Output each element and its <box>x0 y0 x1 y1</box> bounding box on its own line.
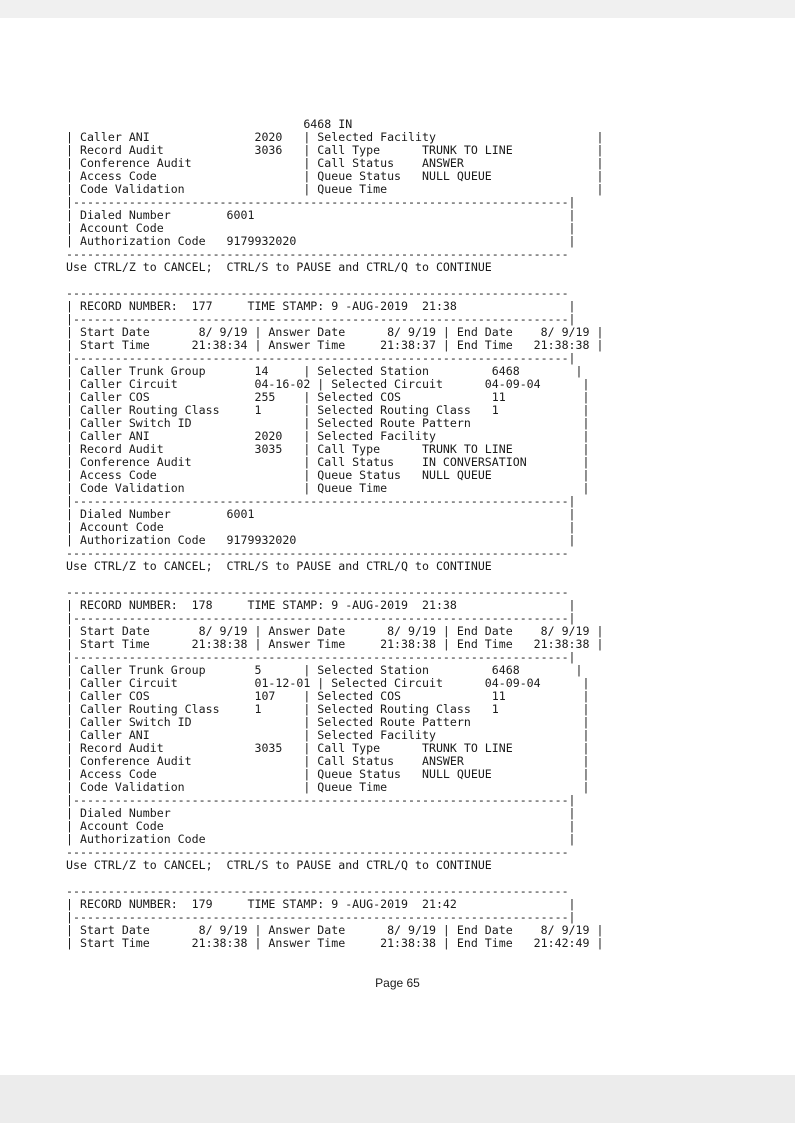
report-line: | Caller Switch ID | Selected Route Pattern | <box>66 416 590 430</box>
report-line: | RECORD NUMBER: 177 TIME STAMP: 9 -AUG-2019 21:38 | <box>66 299 576 313</box>
report-line: | Caller Routing Class 1 | Selected Routing Class 1 | <box>66 403 590 417</box>
report-line: | Caller ANI | Selected Facility | <box>66 728 590 742</box>
report-line: 6468 IN <box>66 117 353 131</box>
report-line: |-----------------------------------------------------------------------| <box>66 312 576 326</box>
report-line: | Access Code | Queue Status NULL QUEUE | <box>66 468 590 482</box>
report-line: | Code Validation | Queue Time | <box>66 780 590 794</box>
report-line: | Record Audit 3036 | Call Type TRUNK TO LINE | <box>66 143 604 157</box>
report-line: | Authorization Code | <box>66 832 576 846</box>
report-line: Use CTRL/Z to CANCEL; CTRL/S to PAUSE and CTRL/Q to CONTINUE <box>66 559 492 573</box>
report-line: | Dialed Number 6001 | <box>66 507 576 521</box>
report-line: | RECORD NUMBER: 178 TIME STAMP: 9 -AUG-2019 21:38 | <box>66 598 576 612</box>
report-line: | RECORD NUMBER: 179 TIME STAMP: 9 -AUG-2019 21:42 | <box>66 897 576 911</box>
report-line: |-----------------------------------------------------------------------| <box>66 650 576 664</box>
report-line: | Account Code | <box>66 819 576 833</box>
report-line: | Start Time 21:38:38 | Answer Time 21:38:38 | End Time 21:38:38 | <box>66 637 604 651</box>
report-line: ------------------------------------------------------------------------ <box>66 546 569 560</box>
report-line: | Authorization Code 9179932020 | <box>66 234 576 248</box>
report-line: | Caller ANI 2020 | Selected Facility | <box>66 130 604 144</box>
report-line: ------------------------------------------------------------------------ <box>66 845 569 859</box>
report-line: | Authorization Code 9179932020 | <box>66 533 576 547</box>
report-line: | Caller Routing Class 1 | Selected Routing Class 1 | <box>66 702 590 716</box>
report-line: | Dialed Number | <box>66 806 576 820</box>
report-line: | Code Validation | Queue Time | <box>66 481 590 495</box>
report-line: | Start Date 8/ 9/19 | Answer Date 8/ 9/19 | End Date 8/ 9/19 | <box>66 325 604 339</box>
report-line: | Access Code | Queue Status NULL QUEUE | <box>66 169 604 183</box>
report-line: |-----------------------------------------------------------------------| <box>66 793 576 807</box>
scan-top-edge <box>0 0 795 18</box>
report-line: |-----------------------------------------------------------------------| <box>66 910 576 924</box>
report-line: Use CTRL/Z to CANCEL; CTRL/S to PAUSE and CTRL/Q to CONTINUE <box>66 260 492 274</box>
report-line: | Code Validation | Queue Time | <box>66 182 604 196</box>
report-line: |-----------------------------------------------------------------------| <box>66 611 576 625</box>
report-line: | Conference Audit | Call Status ANSWER | <box>66 754 590 768</box>
report-line: | Start Date 8/ 9/19 | Answer Date 8/ 9/19 | End Date 8/ 9/19 | <box>66 923 604 937</box>
report-line: |-----------------------------------------------------------------------| <box>66 494 576 508</box>
report-line: | Caller COS 107 | Selected COS 11 | <box>66 689 590 703</box>
report-line: |-----------------------------------------------------------------------| <box>66 195 576 209</box>
report-line: | Caller Circuit 04-16-02 | Selected Circuit 04-09-04 | <box>66 377 590 391</box>
report-line: | Dialed Number 6001 | <box>66 208 576 222</box>
report-line: | Caller Trunk Group 5 | Selected Station 6468 | <box>66 663 583 677</box>
report-line: | Caller COS 255 | Selected COS 11 | <box>66 390 590 404</box>
report-line: ------------------------------------------------------------------------ <box>66 247 569 261</box>
report-line: | Record Audit 3035 | Call Type TRUNK TO LINE | <box>66 741 590 755</box>
report-line: | Start Time 21:38:38 | Answer Time 21:38:38 | End Time 21:42:49 | <box>66 936 604 950</box>
report-line: ------------------------------------------------------------------------ <box>66 286 569 300</box>
page-number: Page 65 <box>375 976 420 990</box>
report-line: Use CTRL/Z to CANCEL; CTRL/S to PAUSE and CTRL/Q to CONTINUE <box>66 858 492 872</box>
report-line: ------------------------------------------------------------------------ <box>66 884 569 898</box>
report-line: | Conference Audit | Call Status ANSWER | <box>66 156 604 170</box>
report-line: | Caller Switch ID | Selected Route Pattern | <box>66 715 590 729</box>
report-line: ------------------------------------------------------------------------ <box>66 585 569 599</box>
report-line: | Record Audit 3035 | Call Type TRUNK TO LINE | <box>66 442 590 456</box>
report-line: | Start Date 8/ 9/19 | Answer Date 8/ 9/19 | End Date 8/ 9/19 | <box>66 624 604 638</box>
report-line: | Conference Audit | Call Status IN CONVERSATION | <box>66 455 590 469</box>
report-line: |-----------------------------------------------------------------------| <box>66 351 576 365</box>
report-line: | Access Code | Queue Status NULL QUEUE | <box>66 767 590 781</box>
report-line: | Caller Circuit 01-12-01 | Selected Circuit 04-09-04 | <box>66 676 590 690</box>
report-line: | Account Code | <box>66 221 576 235</box>
report-line: | Caller Trunk Group 14 | Selected Station 6468 | <box>66 364 583 378</box>
report-line: | Caller ANI 2020 | Selected Facility | <box>66 429 590 443</box>
report-line: | Account Code | <box>66 520 576 534</box>
call-detail-report <box>66 118 603 950</box>
report-line: | Start Time 21:38:34 | Answer Time 21:38:37 | End Time 21:38:38 | <box>66 338 604 352</box>
scan-bottom-edge <box>0 1075 795 1123</box>
